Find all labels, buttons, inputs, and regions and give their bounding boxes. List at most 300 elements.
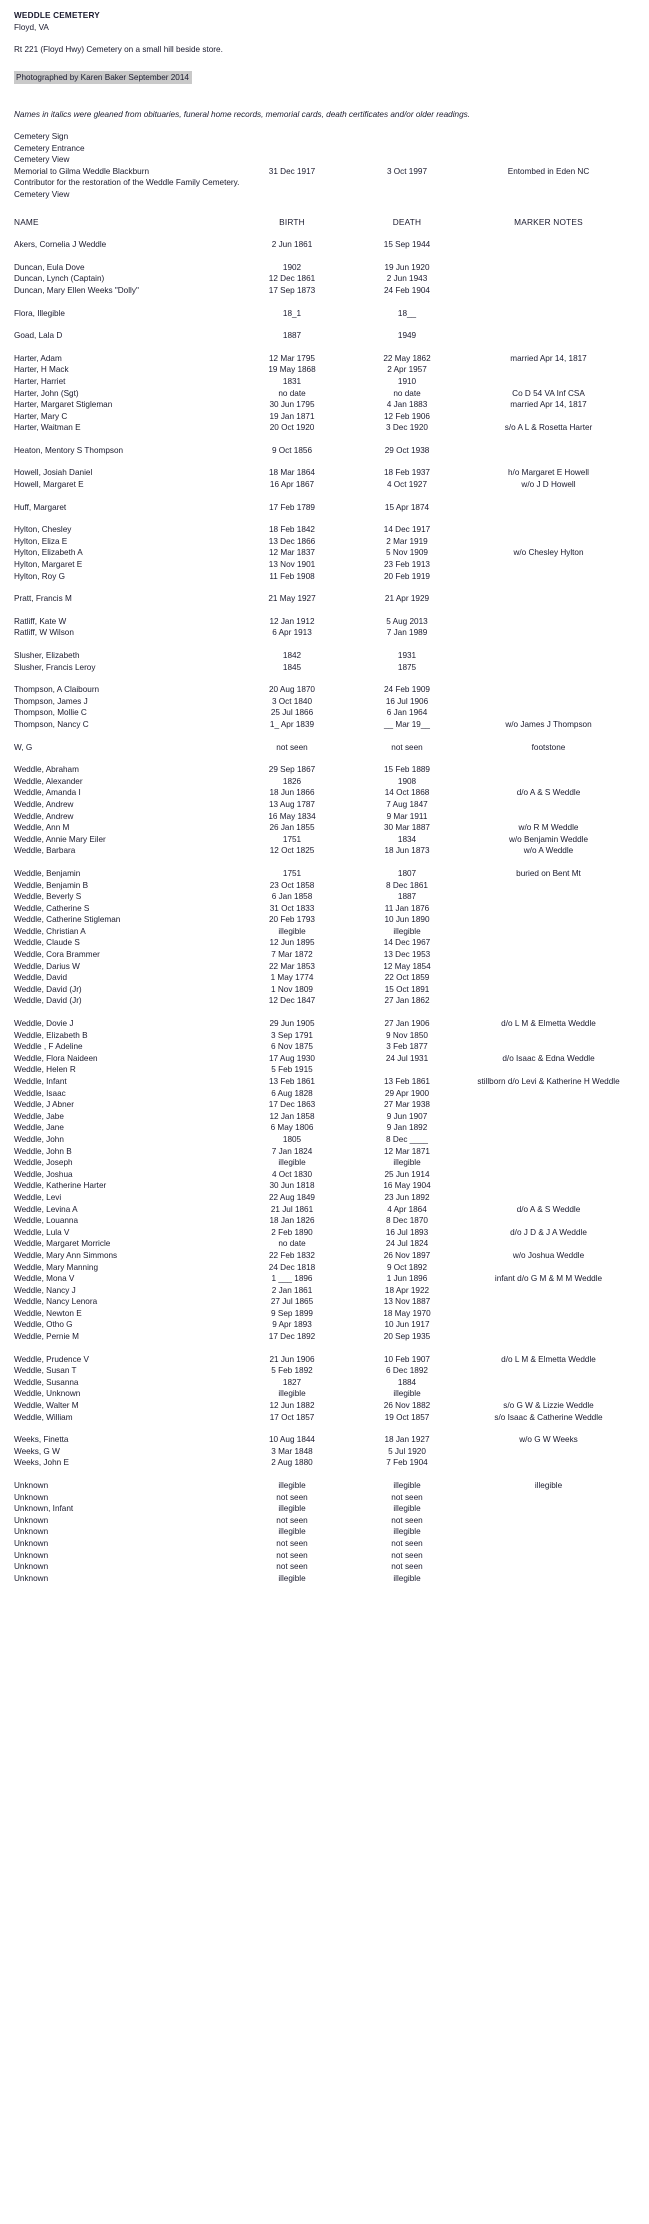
- table-row: [14, 1446, 635, 1458]
- cell-marker-notes: [462, 995, 635, 1007]
- cell-marker-notes: [462, 285, 635, 297]
- cell-name: Ratliff, Kate W: [14, 616, 67, 626]
- cell-birth: 10 Aug 1844: [269, 1435, 315, 1445]
- cell-marker-notes: [462, 1308, 635, 1320]
- cell-marker-notes: [462, 926, 635, 938]
- cell-name: Ratliff, W Wilson: [14, 628, 74, 638]
- cell-birth: 1842: [282, 651, 302, 660]
- cell-name: Weddle, Ann M: [14, 823, 70, 833]
- cell-birth: 17 Dec 1863: [268, 1100, 316, 1110]
- cell-birth: 22 Mar 1853: [269, 961, 315, 971]
- cell-marker-notes: [462, 1146, 635, 1158]
- cell-death: 18 May 1970: [383, 1308, 431, 1318]
- cell-name: Weddle, Amanda I: [14, 788, 81, 798]
- cell-birth: 29 Jun 1905: [269, 1019, 315, 1029]
- cell-death: 24 Jul 1931: [385, 1053, 429, 1063]
- table-row: [14, 1111, 635, 1123]
- cell-death: 5 Aug 2013: [386, 616, 428, 626]
- cemetery-location: Floyd, VA: [14, 22, 49, 32]
- cell-name: Weddle, Andrew: [14, 799, 74, 809]
- cell-birth: illegible: [278, 1527, 306, 1537]
- cell-death: 1908: [397, 776, 417, 786]
- cell-birth: 1_ Apr 1839: [269, 719, 315, 729]
- cell-birth: 6 Jan 1858: [271, 892, 313, 902]
- table-row: [14, 1204, 635, 1216]
- cell-name: Weddle, Infant: [14, 1077, 67, 1086]
- cell-marker-notes: [462, 1503, 635, 1515]
- cell-name: Weddle, Otho G: [14, 1320, 73, 1330]
- group-gap: [14, 1423, 635, 1434]
- cell-name: Huff, Margaret: [14, 502, 67, 512]
- cell-name: Duncan, Lynch (Captain): [14, 274, 105, 284]
- caption-row-sign: [14, 131, 635, 143]
- cell-name: Hylton, Eliza E: [14, 536, 68, 546]
- cell-marker-notes: w/o Joshua Weddle: [512, 1250, 585, 1260]
- cell-birth: 2 Jan 1861: [271, 1285, 313, 1295]
- table-row: [14, 891, 635, 903]
- cell-name: Weddle , F Adeline: [14, 1042, 83, 1052]
- cell-death: 19 Jun 1920: [384, 262, 430, 272]
- cell-death: 7 Feb 1904: [386, 1458, 428, 1468]
- cell-name: Harter, Harriet: [14, 376, 66, 386]
- cell-marker-notes: [462, 662, 635, 674]
- cell-birth: 12 Dec 1847: [268, 996, 316, 1006]
- cell-marker-notes: [462, 1215, 635, 1227]
- cell-marker-notes: Co D 54 VA Inf CSA: [512, 388, 585, 398]
- cell-death: 10 Feb 1907: [384, 1354, 430, 1364]
- cell-death: 18 Jun 1873: [384, 846, 430, 856]
- cell-birth: not seen: [276, 1550, 308, 1560]
- cell-name: Weddle, Abraham: [14, 765, 79, 775]
- cell-name: Weddle, Unknown: [14, 1389, 81, 1399]
- cell-marker-notes: [462, 559, 635, 571]
- cell-marker-notes: [462, 972, 635, 984]
- table-row: [14, 479, 635, 491]
- cell-name: Weddle, Elizabeth B: [14, 1030, 88, 1040]
- cell-death: 11 Jan 1876: [384, 903, 430, 913]
- cell-birth: 16 May 1834: [268, 811, 316, 821]
- cemetery-directions: Rt 221 (Floyd Hwy) Cemetery on a small hill beside store.: [14, 45, 223, 54]
- table-row: [14, 1099, 635, 1111]
- column-header-birth: BIRTH: [279, 216, 305, 227]
- cell-name: W, G: [14, 742, 33, 752]
- cell-death: 18 Apr 1922: [384, 1285, 430, 1295]
- cell-marker-notes: w/o Chesley Hylton: [513, 548, 584, 558]
- cell-name: Weddle, Catherine S: [14, 903, 90, 913]
- cell-death: illegible: [393, 1389, 421, 1399]
- cell-name: Weddle, Walter M: [14, 1401, 79, 1411]
- table-row: [14, 1262, 635, 1274]
- italics-legend: Names in italics were gleaned from obituaries, funeral home records, memorial cards, death certificates and/or older readings.: [14, 109, 470, 119]
- cell-marker-notes: married Apr 14, 1817: [510, 353, 587, 363]
- cell-marker-notes: [462, 273, 635, 285]
- table-row: [14, 903, 635, 915]
- group-gap: [14, 639, 635, 650]
- cell-marker-notes: [462, 949, 635, 961]
- table-row: [14, 422, 635, 434]
- table-row: [14, 1146, 635, 1158]
- cell-birth: illegible: [278, 1158, 306, 1168]
- table-row: [14, 1296, 635, 1308]
- table-row: [14, 1492, 635, 1504]
- cell-birth: 18 Jan 1826: [269, 1216, 315, 1226]
- cell-marker-notes: [462, 411, 635, 423]
- cell-birth: 1 ___ 1896: [271, 1274, 313, 1284]
- cell-marker-notes: [462, 1064, 635, 1076]
- table-row: [14, 1561, 635, 1573]
- cell-death: 13 Dec 1953: [383, 950, 431, 960]
- cell-birth: 1 Nov 1809: [271, 984, 313, 994]
- cell-name: Weddle, Christian A: [14, 926, 86, 936]
- group-gap: [14, 673, 635, 684]
- cell-name: Weddle, Susanna: [14, 1377, 79, 1387]
- cell-birth: 1887: [282, 331, 302, 341]
- cell-name: Weddle, Pernie M: [14, 1332, 79, 1342]
- cell-birth: 1827: [282, 1377, 302, 1387]
- cell-marker-notes: [462, 1492, 635, 1504]
- cell-birth: 1751: [282, 834, 302, 844]
- caption-row-entrance: [14, 143, 635, 155]
- table-row: [14, 547, 635, 559]
- cell-death: 13 Feb 1861: [384, 1077, 430, 1086]
- cell-marker-notes: s/o G W & Lizzie Weddle: [503, 1401, 594, 1411]
- cell-birth: 12 Jan 1912: [269, 616, 315, 626]
- cell-birth: 2 Aug 1880: [271, 1458, 313, 1468]
- cell-name: Weddle, Cora Brammer: [14, 950, 100, 960]
- cell-death: illegible: [393, 1527, 421, 1537]
- table-row: [14, 1480, 635, 1492]
- cell-name: Weddle, Jabe: [14, 1111, 64, 1121]
- cell-marker-notes: [462, 1365, 635, 1377]
- cell-death: 24 Feb 1904: [384, 285, 430, 295]
- table-row: [14, 1169, 635, 1181]
- cell-death: 6 Dec 1892: [386, 1366, 428, 1376]
- cell-name: Thompson, Nancy C: [14, 719, 89, 729]
- cell-name: Weddle, Beverly S: [14, 892, 82, 902]
- burial-register-table: [14, 217, 635, 1585]
- table-row: [14, 411, 635, 423]
- cell-death: illegible: [393, 1504, 421, 1514]
- cell-death: 7 Jan 1989: [386, 628, 428, 638]
- cell-marker-notes: [462, 1285, 635, 1297]
- cell-birth: illegible: [278, 1504, 306, 1514]
- cell-birth: 21 Jul 1861: [270, 1204, 314, 1214]
- cell-birth: 22 Feb 1832: [269, 1250, 315, 1260]
- cell-name: Weddle, Lula V: [14, 1227, 70, 1237]
- cell-birth: 21 May 1927: [268, 594, 316, 604]
- cell-death: 12 May 1854: [383, 961, 431, 971]
- cell-name: Weddle, David (Jr): [14, 984, 82, 994]
- cell-marker-notes: [462, 1550, 635, 1562]
- cell-death: 21 Apr 1929: [384, 594, 430, 604]
- table-row: [14, 1134, 635, 1146]
- cell-death: 12 Feb 1906: [384, 411, 430, 421]
- table-row: [14, 1331, 635, 1343]
- table-row: [14, 273, 635, 285]
- group-gap: [14, 731, 635, 742]
- cell-name: Flora, Illegible: [14, 308, 65, 318]
- cell-birth: 25 Jul 1866: [270, 708, 314, 718]
- table-row: [14, 1227, 635, 1239]
- cell-marker-notes: [462, 903, 635, 915]
- cell-birth: 12 Jun 1882: [269, 1401, 315, 1411]
- table-row: [14, 616, 635, 628]
- cell-death: not seen: [391, 1492, 423, 1502]
- cell-death: 14 Dec 1917: [383, 525, 431, 535]
- cell-name: Weeks, Finetta: [14, 1435, 69, 1445]
- cell-death: 9 Mar 1911: [386, 811, 428, 821]
- cell-name: Akers, Cornelia J Weddle: [14, 240, 107, 250]
- cell-marker-notes: [462, 811, 635, 823]
- cell-death: not seen: [391, 742, 423, 752]
- cell-marker-notes: [462, 961, 635, 973]
- cell-name: Weddle, Andrew: [14, 811, 74, 821]
- cell-death: 1875: [397, 662, 417, 672]
- cell-birth: 17 Dec 1892: [268, 1332, 316, 1342]
- cell-marker-notes: [462, 376, 635, 388]
- table-row: [14, 1538, 635, 1550]
- cell-name: Weddle, Mary Manning: [14, 1262, 99, 1272]
- table-row: [14, 822, 635, 834]
- cell-death: 24 Feb 1909: [384, 685, 430, 695]
- cell-name: Weddle, Levi: [14, 1192, 62, 1202]
- table-row: [14, 445, 635, 457]
- cell-marker-notes: [462, 1561, 635, 1573]
- cell-birth: 3 Mar 1848: [271, 1446, 313, 1456]
- table-row: [14, 1365, 635, 1377]
- cell-birth: not seen: [276, 1515, 308, 1525]
- cell-name: Weddle, Prudence V: [14, 1354, 89, 1364]
- cell-death: not seen: [391, 1515, 423, 1525]
- cell-birth: 4 Oct 1830: [271, 1169, 313, 1179]
- table-row: [14, 1122, 635, 1134]
- cell-birth: 12 Oct 1825: [269, 846, 315, 856]
- cell-birth: illegible: [278, 926, 306, 936]
- cell-death: 4 Oct 1927: [386, 480, 428, 490]
- cell-death: [352, 1064, 462, 1076]
- table-row: [14, 868, 635, 880]
- cell-birth: 13 Feb 1861: [269, 1077, 315, 1086]
- cell-birth: 9 Oct 1856: [271, 445, 313, 455]
- cell-birth: 1751: [282, 868, 302, 878]
- cell-name: Unknown: [14, 1492, 49, 1502]
- cell-name: Weddle, David (Jr): [14, 996, 82, 1006]
- cell-name: Weddle, Joseph: [14, 1158, 73, 1168]
- cell-marker-notes: d/o J D & J A Weddle: [510, 1227, 587, 1237]
- cell-birth: 31 Oct 1833: [269, 903, 315, 913]
- cell-birth: 19 May 1868: [268, 365, 316, 375]
- cell-marker-notes: w/o G W Weeks: [519, 1435, 578, 1445]
- cell-death: 1931: [397, 651, 417, 660]
- memorial-row: [14, 166, 635, 178]
- cell-birth: not seen: [276, 1538, 308, 1548]
- table-row: [14, 662, 635, 674]
- cell-birth: 1831: [282, 376, 302, 386]
- cell-name: Harter, Waitman E: [14, 423, 81, 433]
- cell-death: 14 Oct 1868: [384, 788, 430, 798]
- table-row: [14, 1088, 635, 1100]
- cell-death: illegible: [393, 1158, 421, 1168]
- cell-name: Duncan, Mary Ellen Weeks "Dolly": [14, 285, 139, 295]
- cell-name: Hylton, Margaret E: [14, 560, 83, 570]
- cell-name: Harter, Adam: [14, 353, 62, 363]
- cell-death: 15 Oct 1891: [384, 984, 430, 994]
- table-row: [14, 880, 635, 892]
- cell-name: Slusher, Francis Leroy: [14, 662, 96, 672]
- cell-name: Weddle, Katherine Harter: [14, 1181, 107, 1191]
- cell-name: Weddle, Annie Mary Eiler: [14, 834, 106, 844]
- table-row: [14, 776, 635, 788]
- cell-death: 29 Apr 1900: [384, 1088, 430, 1098]
- cell-birth: 13 Aug 1787: [269, 799, 315, 809]
- cell-name: Slusher, Elizabeth: [14, 651, 80, 660]
- cell-death: 2 Apr 1957: [387, 365, 427, 375]
- table-row: [14, 388, 635, 400]
- cell-marker-notes: stillborn d/o Levi & Katherine H Weddle: [477, 1077, 620, 1086]
- cell-birth: 1826: [282, 776, 302, 786]
- cell-birth: 26 Jan 1855: [269, 823, 315, 833]
- group-gap: [14, 513, 635, 524]
- cell-marker-notes: d/o A & S Weddle: [516, 788, 581, 798]
- table-row: [14, 961, 635, 973]
- group-gap: [14, 753, 635, 764]
- cell-birth: 3 Oct 1840: [271, 696, 313, 706]
- cell-death: 18 Jan 1927: [384, 1435, 430, 1445]
- memorial-birth: 31 Dec 1917: [268, 166, 316, 176]
- cell-marker-notes: [462, 799, 635, 811]
- cell-birth: illegible: [278, 1481, 306, 1490]
- cell-marker-notes: footstone: [531, 742, 566, 752]
- cell-death: 7 Aug 1847: [386, 799, 428, 809]
- table-row: [14, 536, 635, 548]
- cell-marker-notes: [462, 1180, 635, 1192]
- caption-row-view1: [14, 154, 635, 166]
- table-row: [14, 399, 635, 411]
- cell-death: 27 Mar 1938: [384, 1100, 430, 1110]
- cell-marker-notes: [462, 1526, 635, 1538]
- cell-name: Hylton, Chesley: [14, 525, 72, 535]
- cell-marker-notes: d/o L M & Elmetta Weddle: [501, 1019, 596, 1029]
- table-row: [14, 1018, 635, 1030]
- cell-birth: 1805: [282, 1134, 302, 1144]
- cell-name: Weddle, Benjamin: [14, 868, 81, 878]
- cell-death: 26 Nov 1882: [383, 1401, 431, 1411]
- cell-birth: 12 Jun 1895: [269, 938, 315, 948]
- cell-death: 1949: [397, 331, 417, 341]
- cell-name: Hylton, Elizabeth A: [14, 548, 83, 558]
- cell-name: Unknown: [14, 1550, 49, 1560]
- table-row: [14, 926, 635, 938]
- table-row: [14, 1400, 635, 1412]
- cell-name: Weddle, J Abner: [14, 1100, 74, 1110]
- cell-name: Harter, Margaret Stigleman: [14, 400, 113, 410]
- cell-death: illegible: [393, 926, 421, 936]
- cell-death: 8 Dec 1861: [386, 880, 428, 890]
- cell-death: illegible: [393, 1481, 421, 1490]
- table-row: [14, 1273, 635, 1285]
- cell-death: 5 Jul 1920: [388, 1446, 426, 1456]
- cell-death: 30 Mar 1887: [384, 823, 430, 833]
- table-row: [14, 1030, 635, 1042]
- cell-marker-notes: [462, 1041, 635, 1053]
- table-row: [14, 787, 635, 799]
- column-header-name: NAME: [14, 216, 39, 227]
- cell-name: Unknown: [14, 1573, 49, 1583]
- cell-birth: no date: [278, 1239, 306, 1249]
- cell-marker-notes: [462, 880, 635, 892]
- cell-name: Weddle, Mary Ann Simmons: [14, 1250, 118, 1260]
- table-row: [14, 1526, 635, 1538]
- caption-cemetery-entrance: Cemetery Entrance: [14, 143, 85, 153]
- cell-birth: 1902: [282, 262, 302, 272]
- photo-caption-table: [14, 131, 635, 201]
- cell-birth: 6 May 1806: [270, 1123, 314, 1133]
- cell-birth: 5 Feb 1892: [271, 1366, 313, 1376]
- cell-birth: 19 Jan 1871: [269, 411, 315, 421]
- cell-marker-notes: [462, 1157, 635, 1169]
- cell-name: Harter, John (Sgt): [14, 388, 79, 398]
- table-row: [14, 972, 635, 984]
- table-row: [14, 353, 635, 365]
- page-title: WEDDLE CEMETERY: [14, 11, 100, 20]
- cell-death: 4 Apr 1864: [387, 1204, 427, 1214]
- table-row: [14, 1238, 635, 1250]
- table-row: [14, 1076, 635, 1088]
- cell-name: Heaton, Mentory S Thompson: [14, 445, 124, 455]
- caption-cemetery-sign: Cemetery Sign: [14, 132, 69, 141]
- cell-name: Weddle, Benjamin B: [14, 880, 89, 890]
- cell-birth: 1845: [282, 662, 302, 672]
- group-gap: [14, 456, 635, 467]
- cell-marker-notes: [462, 696, 635, 708]
- cell-birth: not seen: [276, 1492, 308, 1502]
- cell-name: Weddle, Newton E: [14, 1308, 82, 1318]
- cell-marker-notes: [462, 1099, 635, 1111]
- cell-marker-notes: [462, 1446, 635, 1458]
- table-row: [14, 559, 635, 571]
- cell-birth: 11 Feb 1908: [269, 571, 315, 581]
- memorial-death: 3 Oct 1997: [386, 166, 428, 176]
- cell-marker-notes: [462, 1573, 635, 1585]
- cell-birth: 20 Aug 1870: [269, 685, 315, 695]
- table-row: [14, 984, 635, 996]
- cell-marker-notes: [462, 1331, 635, 1343]
- cell-birth: 18 Feb 1842: [269, 525, 315, 535]
- cell-marker-notes: w/o Benjamin Weddle: [508, 834, 589, 844]
- cell-marker-notes: [462, 1319, 635, 1331]
- cell-death: 13 Nov 1887: [383, 1297, 431, 1307]
- group-gap: [14, 582, 635, 593]
- cell-birth: 1 May 1774: [270, 973, 314, 983]
- cell-name: Weddle, John: [14, 1134, 64, 1144]
- cell-death: 1884: [397, 1377, 417, 1387]
- table-row: [14, 1573, 635, 1585]
- table-row: [14, 239, 635, 251]
- cell-death: 19 Oct 1857: [384, 1412, 430, 1422]
- cell-death: not seen: [391, 1538, 423, 1548]
- cell-death: 24 Jul 1824: [385, 1239, 429, 1249]
- table-row: [14, 1412, 635, 1424]
- cell-birth: 16 Apr 1867: [269, 480, 315, 490]
- cell-birth: 30 Jun 1795: [269, 400, 315, 410]
- cell-birth: 12 Mar 1795: [269, 353, 315, 363]
- group-gap: [14, 1007, 635, 1018]
- group-gap: [14, 491, 635, 502]
- cell-death: 23 Jun 1892: [384, 1192, 430, 1202]
- table-row: [14, 742, 635, 754]
- cell-birth: 6 Nov 1875: [271, 1042, 313, 1052]
- cell-name: Weddle, Barbara: [14, 846, 76, 856]
